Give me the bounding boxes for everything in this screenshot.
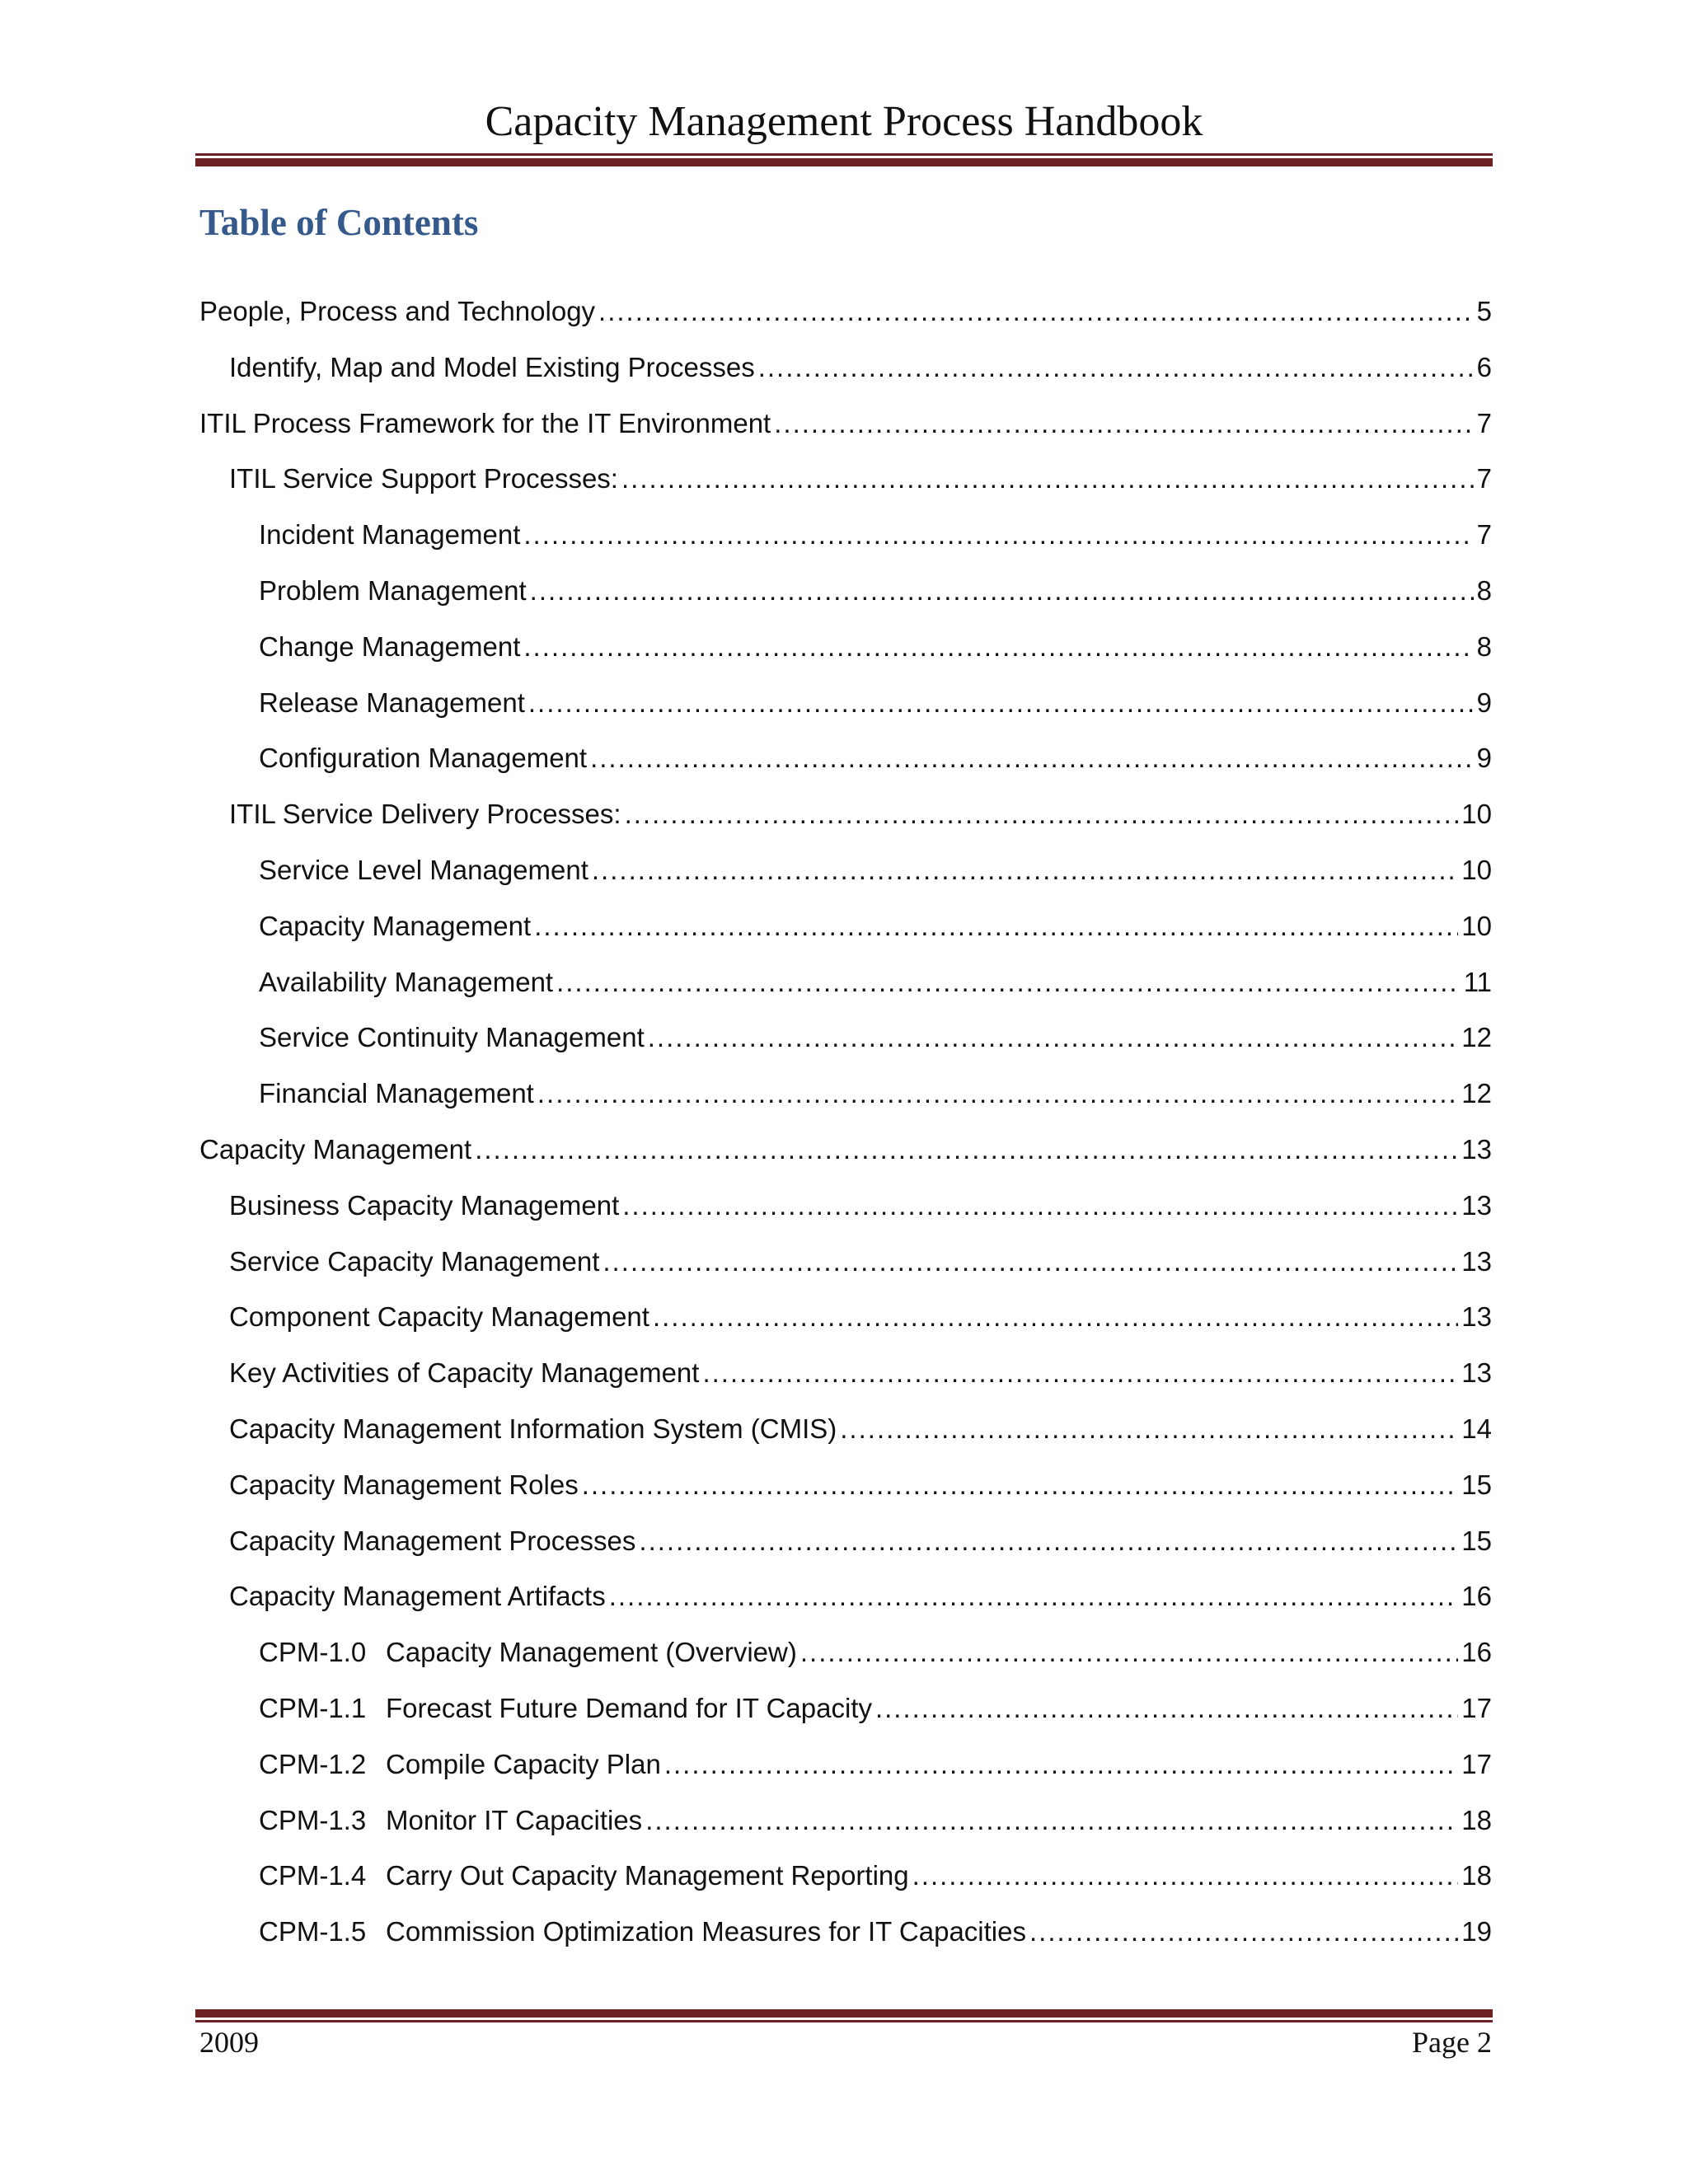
toc-entry-page: 18: [1461, 1804, 1492, 1835]
toc-entry-title: ITIL Service Support Processes:: [229, 463, 618, 494]
toc-entry-title: Service Capacity Management: [229, 1245, 600, 1277]
toc-entry-page: 15: [1461, 1525, 1492, 1556]
toc-dot-leader: [625, 794, 1459, 834]
toc-dot-leader: [523, 515, 1473, 555]
toc-dot-leader: [523, 627, 1473, 667]
toc-entry-page: 16: [1461, 1637, 1492, 1668]
toc-dot-leader: [912, 1856, 1459, 1896]
toc-entry-page: 13: [1461, 1357, 1492, 1389]
toc-dot-leader: [530, 571, 1474, 611]
toc-entry[interactable]: [199, 1297, 1492, 1337]
toc-entry[interactable]: [199, 404, 1492, 443]
toc-entry-title: Capacity Management: [199, 1134, 472, 1165]
toc-entry-title: Capacity Management (Overview): [386, 1637, 797, 1668]
toc-entry[interactable]: [199, 571, 1492, 611]
toc-entry[interactable]: [199, 1577, 1492, 1616]
page-header-title: Capacity Management Process Handbook: [485, 98, 1203, 145]
toc-entry-title: Commission Optimization Measures for IT Capacities: [386, 1916, 1026, 1947]
toc-entry-title: Release Management: [259, 687, 525, 718]
toc-entry-page: 10: [1461, 799, 1492, 830]
toc-entry-number: CPM-1.5: [259, 1916, 367, 1947]
toc-entry-title: Financial Management: [259, 1078, 534, 1109]
toc-entry[interactable]: [199, 851, 1492, 890]
toc-entry[interactable]: [199, 292, 1492, 331]
toc-entry-title: Change Management: [259, 630, 521, 662]
header-rule-thick: [195, 158, 1493, 166]
toc-entry[interactable]: [199, 1745, 1492, 1784]
toc-dot-leader: [609, 1577, 1459, 1616]
toc-entry-page: 11: [1463, 966, 1492, 997]
toc-entry-page: 7: [1476, 407, 1492, 438]
toc-entry-title: Configuration Management: [259, 743, 588, 774]
toc-entry-page: 14: [1461, 1413, 1492, 1444]
toc-entry-page: 19: [1461, 1916, 1492, 1947]
toc-entry-title: Capacity Management: [259, 910, 532, 941]
toc-entry-number: CPM-1.1: [259, 1693, 367, 1723]
footer-year: 2009: [199, 2026, 259, 2059]
toc-entry-title: Capacity Management Information System (CMIS): [229, 1413, 837, 1444]
toc-entry-page: 15: [1461, 1469, 1492, 1500]
toc-entry-page: 13: [1461, 1134, 1492, 1165]
toc-entry[interactable]: [199, 907, 1492, 946]
toc-dot-leader: [528, 683, 1474, 723]
toc-entry[interactable]: [199, 1912, 1492, 1952]
toc-entry-title: ITIL Process Framework for the IT Environment: [199, 407, 771, 438]
toc-entry-page: 7: [1476, 519, 1492, 551]
toc-entry-title: Identify, Map and Model Existing Processes: [229, 351, 755, 382]
toc-entry[interactable]: [199, 1465, 1492, 1505]
toc-entry-page: 8: [1476, 630, 1492, 662]
toc-entry[interactable]: [199, 1633, 1492, 1672]
toc-entry[interactable]: [199, 1130, 1492, 1169]
toc-entry[interactable]: [199, 627, 1492, 667]
toc-entry[interactable]: [199, 1409, 1492, 1449]
toc-entry-title: Service Level Management: [259, 855, 588, 885]
toc-dot-leader: [645, 1801, 1458, 1840]
toc-entry-page: 10: [1461, 910, 1492, 941]
toc-entry-page: 7: [1476, 463, 1492, 494]
toc-dot-leader: [598, 292, 1474, 331]
toc-entry-title: Incident Management: [259, 519, 521, 551]
toc-entry-title: Business Capacity Management: [229, 1189, 620, 1221]
toc-dot-leader: [534, 907, 1458, 946]
toc-entry-page: 5: [1476, 296, 1492, 326]
toc-entry-number: CPM-1.0: [259, 1637, 367, 1668]
toc-entry[interactable]: [199, 1689, 1492, 1728]
toc-entry-title: Capacity Management Artifacts: [229, 1581, 606, 1612]
toc-entry-page: 16: [1461, 1581, 1492, 1612]
toc-dot-leader: [1029, 1912, 1458, 1952]
toc-entry-page: 17: [1461, 1748, 1492, 1779]
toc-entry-title: People, Process and Technology: [199, 296, 596, 326]
toc-entry-title: Compile Capacity Plan: [386, 1748, 661, 1779]
toc-entry-title: Availability Management: [259, 966, 554, 997]
toc-entry-page: 12: [1461, 1078, 1492, 1109]
toc-heading: Table of Contents: [199, 202, 479, 243]
toc-dot-leader: [840, 1409, 1458, 1449]
toc-entry-page: 13: [1461, 1189, 1492, 1221]
toc-entry[interactable]: [199, 1521, 1492, 1561]
toc-dot-leader: [603, 1242, 1458, 1282]
toc-entry[interactable]: [199, 348, 1492, 387]
toc-entry[interactable]: [199, 459, 1492, 499]
toc-dot-leader: [664, 1745, 1458, 1784]
toc-entry-page: 6: [1476, 351, 1492, 382]
toc-entry[interactable]: [199, 1074, 1492, 1113]
toc-entry-number: CPM-1.2: [259, 1748, 367, 1779]
toc-dot-leader: [758, 348, 1474, 387]
toc-dot-leader: [622, 1186, 1458, 1226]
toc-dot-leader: [648, 1018, 1459, 1057]
toc-dot-leader: [875, 1689, 1458, 1728]
toc-dot-leader: [621, 459, 1474, 499]
toc-entry-page: 18: [1461, 1860, 1492, 1891]
header-rule-thin: [195, 153, 1493, 156]
toc-entry[interactable]: [199, 683, 1492, 723]
toc-entry-title: Carry Out Capacity Management Reporting: [386, 1860, 909, 1891]
toc-dot-leader: [702, 1353, 1458, 1393]
toc-dot-leader: [537, 1074, 1458, 1113]
footer-rule-thick: [195, 2009, 1493, 2018]
toc-entry-page: 8: [1476, 575, 1492, 606]
toc-entry[interactable]: [199, 963, 1492, 1002]
toc-entry-title: Monitor IT Capacities: [386, 1804, 643, 1835]
toc-dot-leader: [590, 738, 1474, 778]
toc-entry-title: Capacity Management Roles: [229, 1469, 579, 1500]
toc-dot-leader: [653, 1297, 1458, 1337]
toc-entry[interactable]: [199, 738, 1492, 778]
toc-entry-page: 10: [1461, 855, 1492, 885]
toc-entry[interactable]: [199, 794, 1492, 834]
toc-entry-page: 9: [1476, 743, 1492, 774]
toc-entry[interactable]: [199, 515, 1492, 555]
toc-entry-title: ITIL Service Delivery Processes:: [229, 799, 621, 830]
toc-entry-title: Service Continuity Management: [259, 1022, 645, 1053]
toc-entry-number: CPM-1.4: [259, 1860, 367, 1891]
toc-entry-page: 17: [1461, 1693, 1492, 1723]
toc-dot-leader: [475, 1130, 1458, 1169]
toc-entry-title: Forecast Future Demand for IT Capacity: [386, 1693, 872, 1723]
toc-entry[interactable]: [199, 1801, 1492, 1840]
toc-dot-leader: [592, 851, 1458, 890]
toc-entry-page: 13: [1461, 1301, 1492, 1333]
toc-dot-leader: [800, 1633, 1458, 1672]
toc-entry[interactable]: [199, 1856, 1492, 1896]
toc-entry-number: CPM-1.3: [259, 1804, 367, 1835]
toc-entry[interactable]: [199, 1018, 1492, 1057]
toc-entry-title: Problem Management: [259, 575, 527, 606]
toc-dot-leader: [639, 1521, 1458, 1561]
toc-entry[interactable]: [199, 1353, 1492, 1393]
footer-rule-thin: [195, 2020, 1493, 2022]
toc-entry-page: 12: [1461, 1022, 1492, 1053]
toc-entry-title: Key Activities of Capacity Management: [229, 1357, 700, 1389]
toc-dot-leader: [582, 1465, 1459, 1505]
toc-dot-leader: [774, 404, 1473, 443]
toc-entry-page: 9: [1476, 687, 1492, 718]
toc-entry[interactable]: [199, 1242, 1492, 1282]
toc-entry-page: 13: [1461, 1245, 1492, 1277]
toc-dot-leader: [556, 963, 1461, 1002]
toc-entry-title: Capacity Management Processes: [229, 1525, 636, 1556]
toc-entry[interactable]: [199, 1186, 1492, 1226]
footer-page-number: Page 2: [1412, 2026, 1492, 2059]
toc-entry-title: Component Capacity Management: [229, 1301, 649, 1333]
